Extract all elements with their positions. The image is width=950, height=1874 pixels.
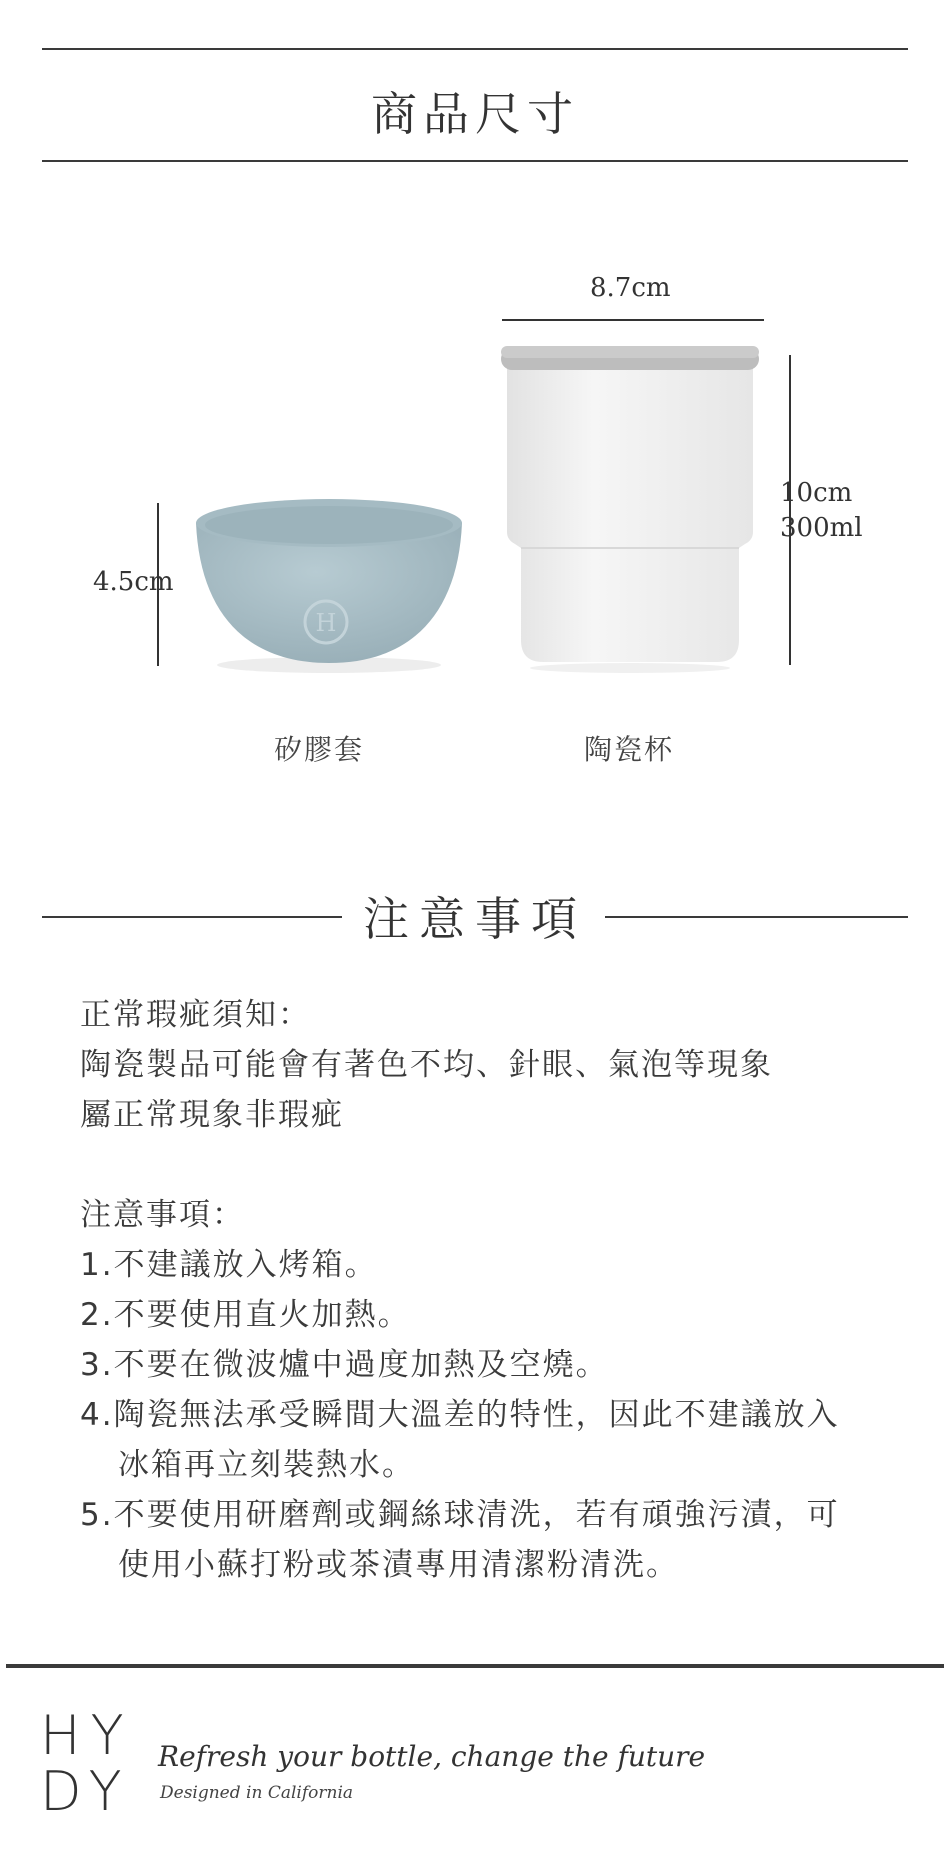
sleeve-emblem: H — [315, 609, 337, 637]
ceramic-cup-image — [495, 340, 765, 675]
care-item-4: 4.陶瓷無法承受瞬間大溫差的特性，因此不建議放入 — [80, 1397, 840, 1433]
tagline: Refresh your bottle, change the future — [158, 1740, 706, 1773]
care-item-3: 3.不要在微波爐中過度加熱及空燒。 — [80, 1347, 609, 1383]
sleeve-label: 矽膠套 — [274, 733, 365, 766]
top-rule — [42, 48, 908, 50]
care-item-5: 5.不要使用研磨劑或鋼絲球清洗，若有頑強污漬，可 — [80, 1497, 840, 1533]
size-section-title: 商品尺寸 — [371, 87, 579, 141]
logo-line-2: DY — [40, 1760, 132, 1823]
hydy-logo — [40, 1704, 134, 1823]
cup-height-line — [789, 355, 791, 665]
sleeve-height-label: 4.5cm — [93, 567, 174, 597]
care-item-2: 2.不要使用直火加熱。 — [80, 1297, 411, 1333]
notes-section-title: 注意事項 — [363, 892, 587, 946]
cup-label: 陶瓷杯 — [584, 733, 675, 766]
care-heading: 注意事項： — [80, 1197, 245, 1233]
care-item-5-cont: 使用小蘇打粉或茶漬專用清潔粉清洗。 — [118, 1547, 679, 1583]
cup-height-label: 10cm — [780, 478, 853, 508]
care-item-1: 1.不建議放入烤箱。 — [80, 1247, 378, 1283]
cup-volume-label: 300ml — [780, 513, 863, 543]
logo-line-1: HY — [40, 1704, 134, 1767]
size-title-underline — [42, 160, 908, 162]
flaw-heading: 正常瑕疵須知： — [80, 997, 311, 1033]
subline: Designed in California — [160, 1783, 354, 1803]
care-item-4-cont: 冰箱再立刻裝熱水。 — [118, 1447, 415, 1483]
flaw-line-2: 屬正常現象非瑕疵 — [80, 1097, 344, 1133]
notes-body — [80, 990, 900, 1590]
flaw-line-1: 陶瓷製品可能會有著色不均、針眼、氣泡等現象 — [80, 1047, 773, 1083]
cup-width-line — [502, 319, 764, 321]
silicone-sleeve-image — [188, 495, 470, 675]
cup-width-label: 8.7cm — [590, 273, 671, 303]
notes-rule-right — [605, 916, 908, 918]
footer-rule — [6, 1664, 944, 1668]
